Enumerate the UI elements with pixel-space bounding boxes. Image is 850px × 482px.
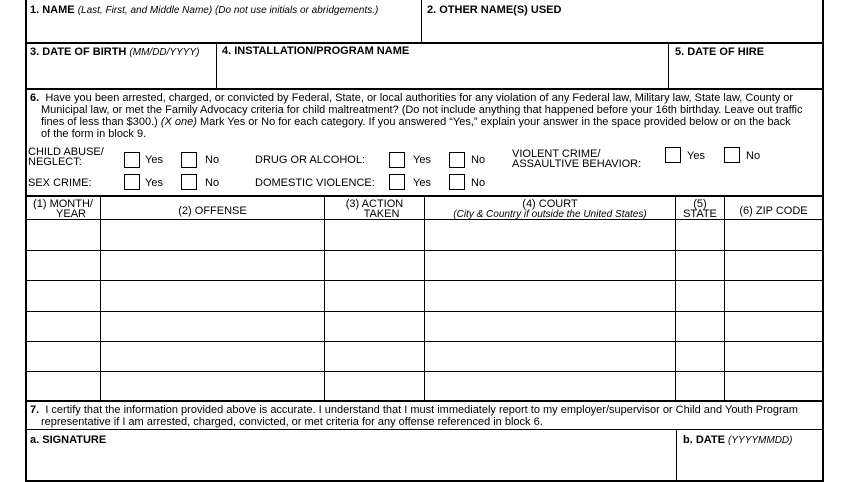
table-row[interactable]	[27, 372, 823, 400]
divider	[668, 43, 669, 89]
block6-question: 6. Have you been arrested, charged, or convicted by Federal, State, or local authorities for any violation of any Federal law, Military law, State law, County or Municipal law, or met the Family Advocacy criteria for child maltreatment? (Do not include anything that happened before your 16th birthday. Leave out traffic fines of less than $300.) (X one) Mark Yes or No for each category. If you answered “Yes,” explain your answer in the space provided below or on the back of the form in block 9.	[30, 92, 803, 140]
divider	[25, 400, 824, 402]
block7-certification: 7. I certify that the information provided above is accurate. I understand that I must immediately report to my employer/supervisor or Child and Youth Program representative if I am arrested, charged, convicted, or met criteria for any offense referenced in block 6.	[30, 404, 798, 428]
yes-label: Yes	[687, 150, 705, 162]
child-abuse-label: CHILD ABUSE/ NEGLECT:	[28, 146, 104, 168]
table-row[interactable]	[27, 281, 823, 311]
col-zip-header: (6) ZIP CODE	[739, 205, 808, 217]
name-field[interactable]	[27, 18, 419, 42]
divider	[421, 0, 422, 43]
sex-crime-no-checkbox[interactable]	[181, 174, 197, 190]
child-abuse-no-checkbox[interactable]	[181, 152, 197, 168]
domestic-violence-label: DOMESTIC VIOLENCE:	[255, 177, 375, 189]
sex-crime-yes-checkbox[interactable]	[124, 174, 140, 190]
dob-label: 3. DATE OF BIRTH (MM/DD/YYYY)	[30, 46, 200, 58]
col-court-header: (4) COURT (City & Country if outside the United States)	[453, 198, 647, 220]
yes-label: Yes	[413, 154, 431, 166]
installation-label: 4. INSTALLATION/PROGRAM NAME	[222, 45, 410, 57]
table-row[interactable]	[27, 312, 823, 341]
violent-crime-label: VIOLENT CRIME/ ASSAULTIVE BEHAVIOR:	[512, 148, 642, 170]
signature-field[interactable]	[27, 448, 675, 480]
yes-label: Yes	[145, 177, 163, 189]
col-state-header: (5) STATE	[683, 198, 717, 220]
drug-alcohol-yes-checkbox[interactable]	[389, 152, 405, 168]
drug-alcohol-label: DRUG OR ALCOHOL:	[255, 154, 366, 166]
child-abuse-yes-checkbox[interactable]	[124, 152, 140, 168]
table-row[interactable]	[27, 220, 823, 250]
drug-alcohol-no-checkbox[interactable]	[449, 152, 465, 168]
col-month-year-header: (1) MONTH/ YEAR	[33, 198, 93, 220]
no-label: No	[471, 154, 486, 166]
other-names-field[interactable]	[423, 18, 821, 42]
signature-label: a. SIGNATURE	[30, 434, 107, 446]
divider	[25, 42, 824, 44]
no-label: No	[205, 154, 220, 166]
sex-crime-label: SEX CRIME:	[28, 177, 92, 189]
col-action-header: (3) ACTION TAKEN	[345, 198, 404, 220]
no-label: No	[471, 177, 486, 189]
divider	[676, 430, 677, 482]
violent-crime-yes-checkbox[interactable]	[665, 147, 681, 163]
form-frame	[25, 0, 824, 482]
yes-label: Yes	[413, 177, 431, 189]
no-label: No	[746, 150, 761, 162]
col-offense-header: (2) OFFENSE	[178, 205, 247, 217]
domestic-violence-yes-checkbox[interactable]	[389, 174, 405, 190]
date-label: b. DATE (YYYYMMDD)	[683, 434, 793, 446]
yes-label: Yes	[145, 154, 163, 166]
other-names-label: 2. OTHER NAME(S) USED	[427, 4, 562, 16]
domestic-violence-no-checkbox[interactable]	[449, 174, 465, 190]
name-label: 1. NAME (Last, First, and Middle Name) (Do not use initials or abridgements.)	[30, 4, 379, 16]
divider	[25, 429, 824, 430]
divider	[216, 43, 217, 89]
violent-crime-no-checkbox[interactable]	[724, 147, 740, 163]
installation-field[interactable]	[218, 60, 667, 88]
dob-field[interactable]	[27, 60, 215, 88]
no-label: No	[205, 177, 220, 189]
hire-date-label: 5. DATE OF HIRE	[675, 46, 765, 58]
table-row[interactable]	[27, 251, 823, 280]
hire-date-field[interactable]	[670, 60, 821, 88]
table-row[interactable]	[27, 342, 823, 371]
divider	[25, 88, 824, 90]
date-field[interactable]	[678, 448, 821, 480]
